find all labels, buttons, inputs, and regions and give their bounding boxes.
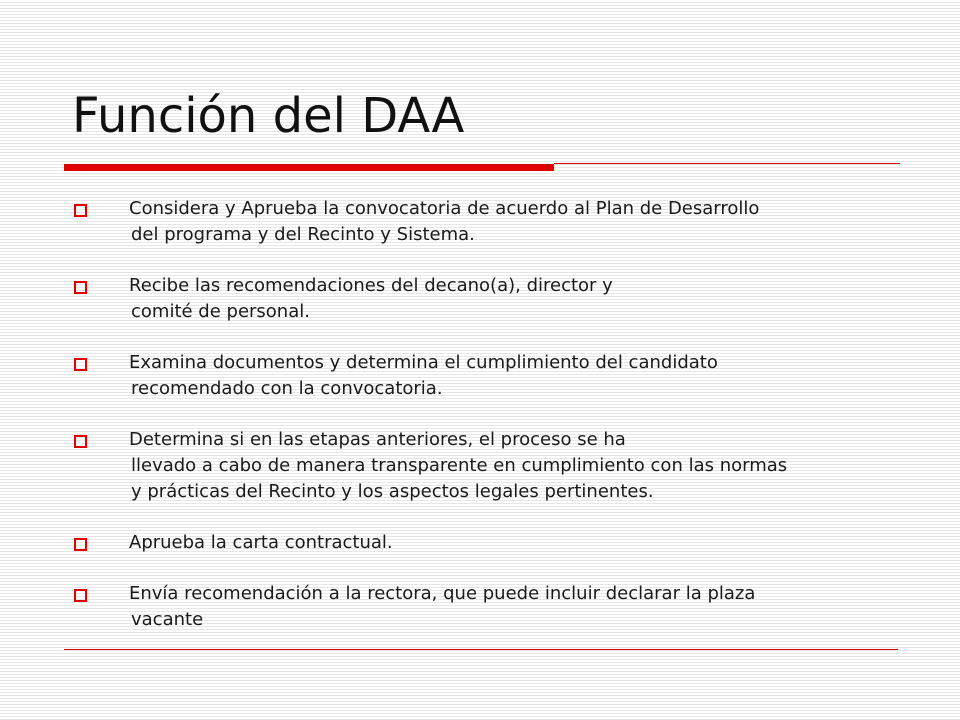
hollow-square-bullet-icon <box>74 281 87 294</box>
hollow-square-bullet-icon <box>74 589 87 602</box>
bullet-item <box>74 273 894 325</box>
bullet-item <box>74 581 894 633</box>
bullet-text-line: llevado a cabo de manera transparente en cumplimiento con las normas <box>131 455 788 476</box>
bullet-list <box>74 196 894 633</box>
bullet-text-line: Aprueba la carta contractual. <box>129 532 393 553</box>
slide-title: Función del DAA <box>72 88 465 144</box>
bullet-text-line: Determina si en las etapas anteriores, el proceso se ha <box>129 429 626 450</box>
bullet-text-line: Considera y Aprueba la convocatoria de acuerdo al Plan de Desarrollo <box>129 198 760 219</box>
bullet-item <box>74 530 894 556</box>
title-underline-thick <box>64 164 554 171</box>
hollow-square-bullet-icon <box>74 204 87 217</box>
bullet-text-line: Recibe las recomendaciones del decano(a), director y <box>129 275 613 296</box>
hollow-square-bullet-icon <box>74 358 87 371</box>
bullet-text-line: Envía recomendación a la rectora, que puede incluir declarar la plaza <box>129 583 756 604</box>
bullet-text-line: comité de personal. <box>131 301 310 322</box>
bullet-text-line: Examina documentos y determina el cumplimiento del candidato <box>129 352 718 373</box>
hollow-square-bullet-icon <box>74 435 87 448</box>
title-underline-thin <box>554 163 900 164</box>
bullet-text-line: recomendado con la convocatoria. <box>131 378 443 399</box>
hollow-square-bullet-icon <box>74 538 87 551</box>
bullet-item <box>74 427 894 505</box>
bullet-item <box>74 350 894 402</box>
bullet-text-line: y prácticas del Recinto y los aspectos legales pertinentes. <box>131 481 654 502</box>
bullet-item <box>74 196 894 248</box>
bullet-text-line: del programa y del Recinto y Sistema. <box>131 224 475 245</box>
bottom-rule <box>64 649 898 650</box>
bullet-text-line: vacante <box>131 609 204 630</box>
